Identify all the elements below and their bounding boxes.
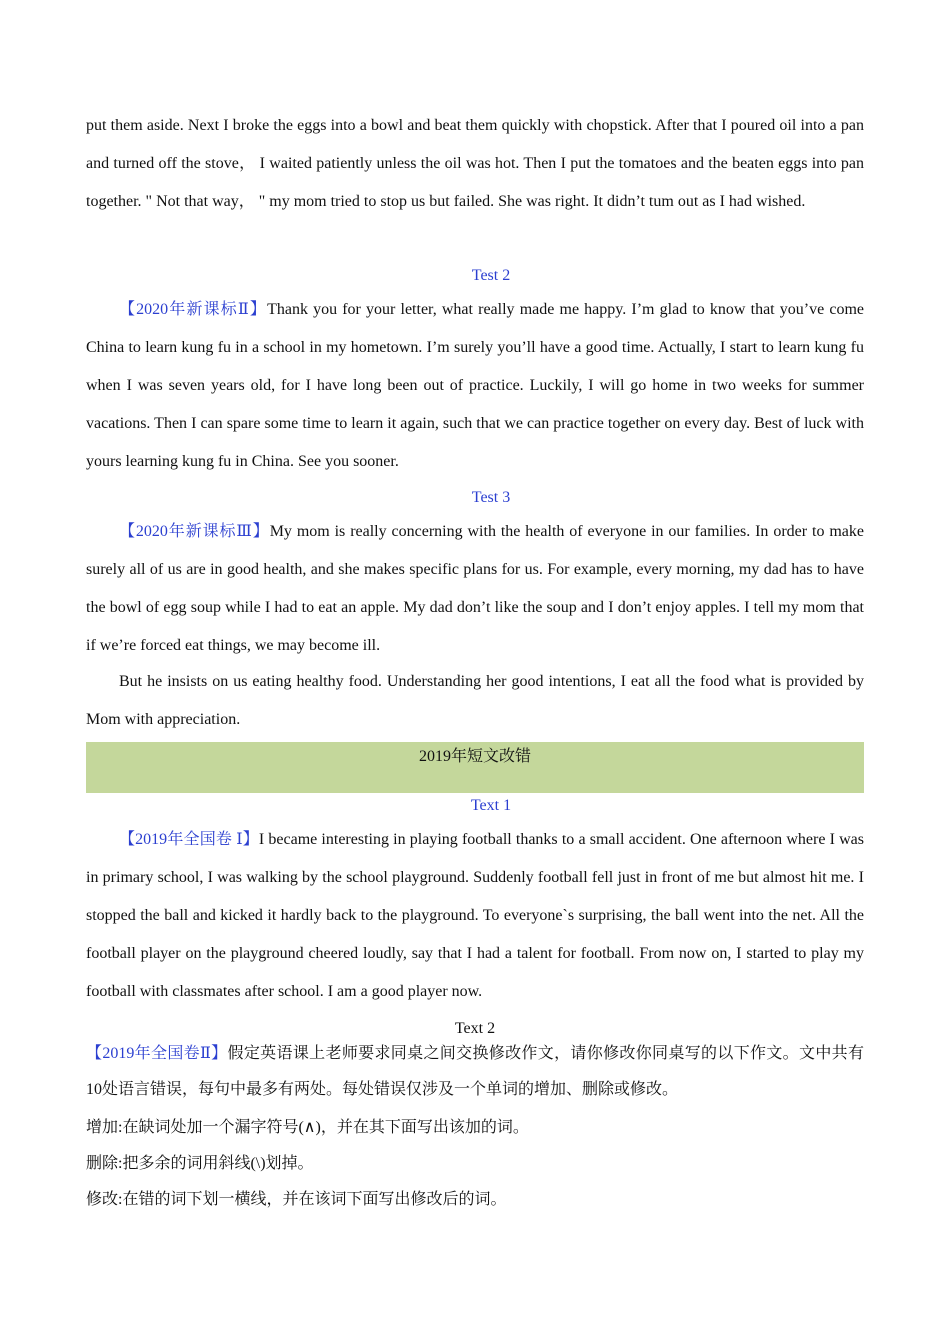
text1-text: I became interesting in playing football thanks to a small accident. One afternoon where I was in primary school, I was walking by the school playground. Suddenly football fell just in front of me but almost hit me. I stopped the ball and kicked it hardly back to the playground. To everyone`s surprising, the ball went into the net. All the football player on the playground cheered loudly, say that I had a talent for football. From now on, I started to play my football with classmates after school. I am a good player now. <box>86 831 864 1000</box>
rule-delete: 删除:把多余的词用斜线(\)划掉。 <box>86 1155 314 1172</box>
test2-title: Test 2 <box>471 267 511 284</box>
text1-passage <box>86 821 864 1011</box>
text2-tag: 【2019年全国卷Ⅱ】 <box>86 1045 228 1062</box>
text2-title: Text 2 <box>454 1020 496 1037</box>
text1-tag: 【2019年全国卷 Ⅰ】 <box>119 831 259 848</box>
section-band <box>86 742 864 793</box>
test3-tag: 【2020年新课标Ⅲ】 <box>119 523 270 540</box>
text1-title: Text 1 <box>470 797 512 814</box>
test3-title: Test 3 <box>471 489 511 506</box>
section-band-title: 2019年短文改错 <box>418 748 531 765</box>
passage-continuation: put them aside. Next I broke the eggs into a bowl and beat them quickly with chopstick. After that I poured oil into a pan and turned off the stove， I waited patiently unless the oil was hot. Then I put the tomatoes and the beaten eggs into pan together. " Not that way， " my mom tried to stop us but failed. She was right. It didn’t tum out as I had wished. <box>86 117 865 210</box>
test3-passage <box>86 513 864 665</box>
text2-text: 假定英语课上老师要求同桌之间交换修改作文，请你修改你同桌写的以下作文。文中共有10处语言错误，每句中最多有两处。每处错误仅涉及一个单词的增加、删除或修改。 <box>86 1045 864 1098</box>
test2-passage <box>86 291 864 481</box>
test2-tag: 【2020年新课标Ⅱ】 <box>119 301 268 318</box>
test3-text: My mom is really concerning with the health of everyone in our families. In order to make surely all of us are in good health, and she makes specific plans for us. For example, every morning, my dad has to have the bowl of egg soup while I had to eat an apple. My dad don’t like the soup and I don’t enjoy apples. I tell my mom that if we’re forced eat things, we may become ill. <box>86 523 865 654</box>
text2-instructions <box>86 1036 864 1108</box>
rule-modify: 修改:在错的词下划一横线，并在该词下面写出修改后的词。 <box>86 1191 507 1208</box>
test3-passage-2: But he insists on us eating healthy food. Understanding her good intentions, I eat all the food what is provided by Mom with appreciation. <box>86 673 864 728</box>
test2-text: Thank you for your letter, what really made me happy. I’m glad to know that you’ve come China to learn kung fu in a school in my hometown. I’m surely you’ll have a good time. Actually, I start to learn kung fu when I was seven years old, for I have long been out of practice. Luckily, I will go home in two weeks for summer vacations. Then I can spare some time to learn it again, such that we can practice together on every day. Best of luck with yours learning kung fu in China. See you sooner. <box>86 301 864 470</box>
rule-add: 增加:在缺词处加一个漏字符号(∧)，并在其下面写出该加的词。 <box>86 1119 529 1136</box>
